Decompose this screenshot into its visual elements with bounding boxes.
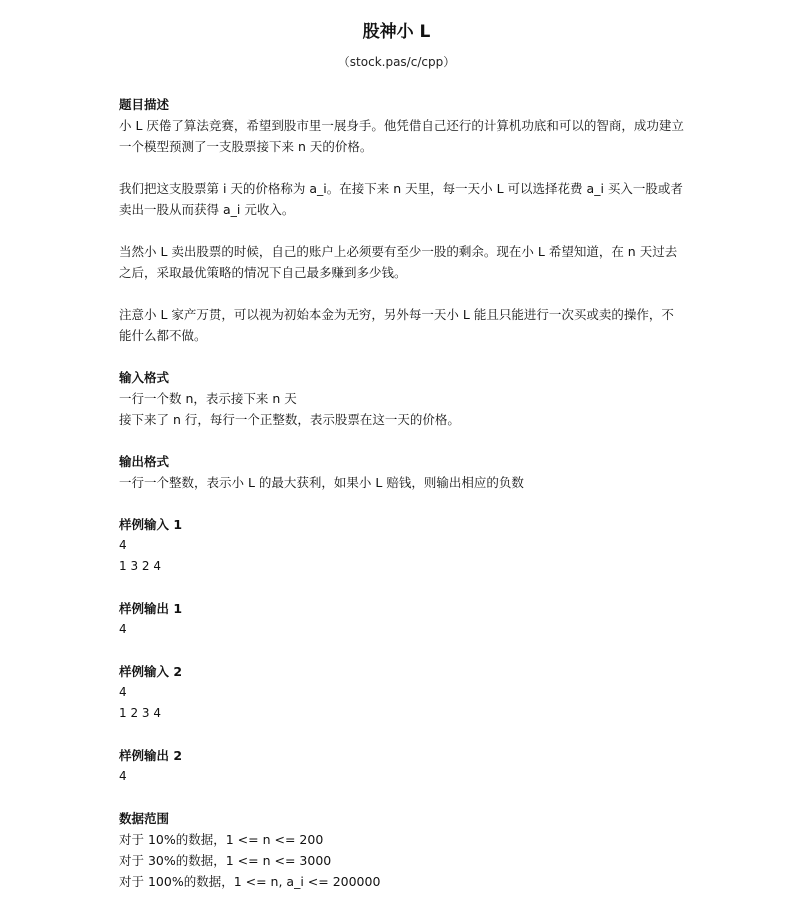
problem-body (119, 94, 684, 892)
sample-output-2-heading: 样例输出 2 (119, 748, 183, 763)
description-paragraph-2: 我们把这支股票第 i 天的价格称为 a_i。在接下来 n 天里，每一天小 L 可以选择花费 a_i 买入一股或者卖出一股从而获得 a_i 元收入。 (119, 181, 683, 217)
constraint-line-2: 对于 30%的数据，1 <= n <= 3000 (119, 853, 332, 868)
sample-input-1-line-2: 1 3 2 4 (119, 559, 161, 573)
constraints-section (119, 808, 684, 892)
sample-input-1-line-1: 4 (119, 538, 127, 552)
description-paragraph-3: 当然小 L 卖出股票的时候，自己的账户上必须要有至少一股的剩余。现在小 L 希望知道，在 n 天过去之后，采取最优策略的情况下自己最多赚到多少钱。 (119, 244, 678, 280)
problem-subtitle: （stock.pas/c/cpp） (337, 55, 456, 69)
description-paragraph-4: 注意小 L 家产万贯，可以视为初始本金为无穷，另外每一天小 L 能且只能进行一次买或卖的操作，不能什么都不做。 (119, 307, 674, 343)
output-format-section (119, 451, 684, 493)
output-format-heading: 输出格式 (119, 454, 170, 469)
input-format-line-2: 接下来了 n 行，每行一个正整数，表示股票在这一天的价格。 (119, 412, 460, 427)
constraints-heading: 数据范围 (119, 811, 170, 826)
sample-output-2-line-1: 4 (119, 769, 127, 783)
sample-input-2-line-1: 4 (119, 685, 127, 699)
sample-output-1-section (119, 598, 684, 640)
input-format-section (119, 367, 684, 430)
sample-input-1-heading: 样例输入 1 (119, 517, 183, 532)
output-format-line-1: 一行一个整数，表示小 L 的最大获利，如果小 L 赔钱，则输出相应的负数 (119, 475, 524, 490)
problem-title: 股神小 L (362, 22, 431, 42)
sample-input-2-section (119, 661, 684, 724)
sample-input-1-section (119, 514, 684, 577)
description-paragraph-1: 小 L 厌倦了算法竞赛，希望到股市里一展身手。他凭借自己还行的计算机功底和可以的智商，成功建立一个模型预测了一支股票接下来 n 天的价格。 (119, 118, 684, 154)
description-heading: 题目描述 (119, 97, 170, 112)
input-format-heading: 输入格式 (119, 370, 170, 385)
sample-output-1-heading: 样例输出 1 (119, 601, 183, 616)
sample-output-1-line-1: 4 (119, 622, 127, 636)
constraint-line-3: 对于 100%的数据，1 <= n, a_i <= 200000 (119, 874, 381, 889)
sample-input-2-heading: 样例输入 2 (119, 664, 183, 679)
sample-output-2-section (119, 745, 684, 787)
constraint-line-1: 对于 10%的数据，1 <= n <= 200 (119, 832, 324, 847)
sample-input-2-line-2: 1 2 3 4 (119, 706, 161, 720)
description-section (119, 94, 684, 346)
input-format-line-1: 一行一个数 n，表示接下来 n 天 (119, 391, 297, 406)
